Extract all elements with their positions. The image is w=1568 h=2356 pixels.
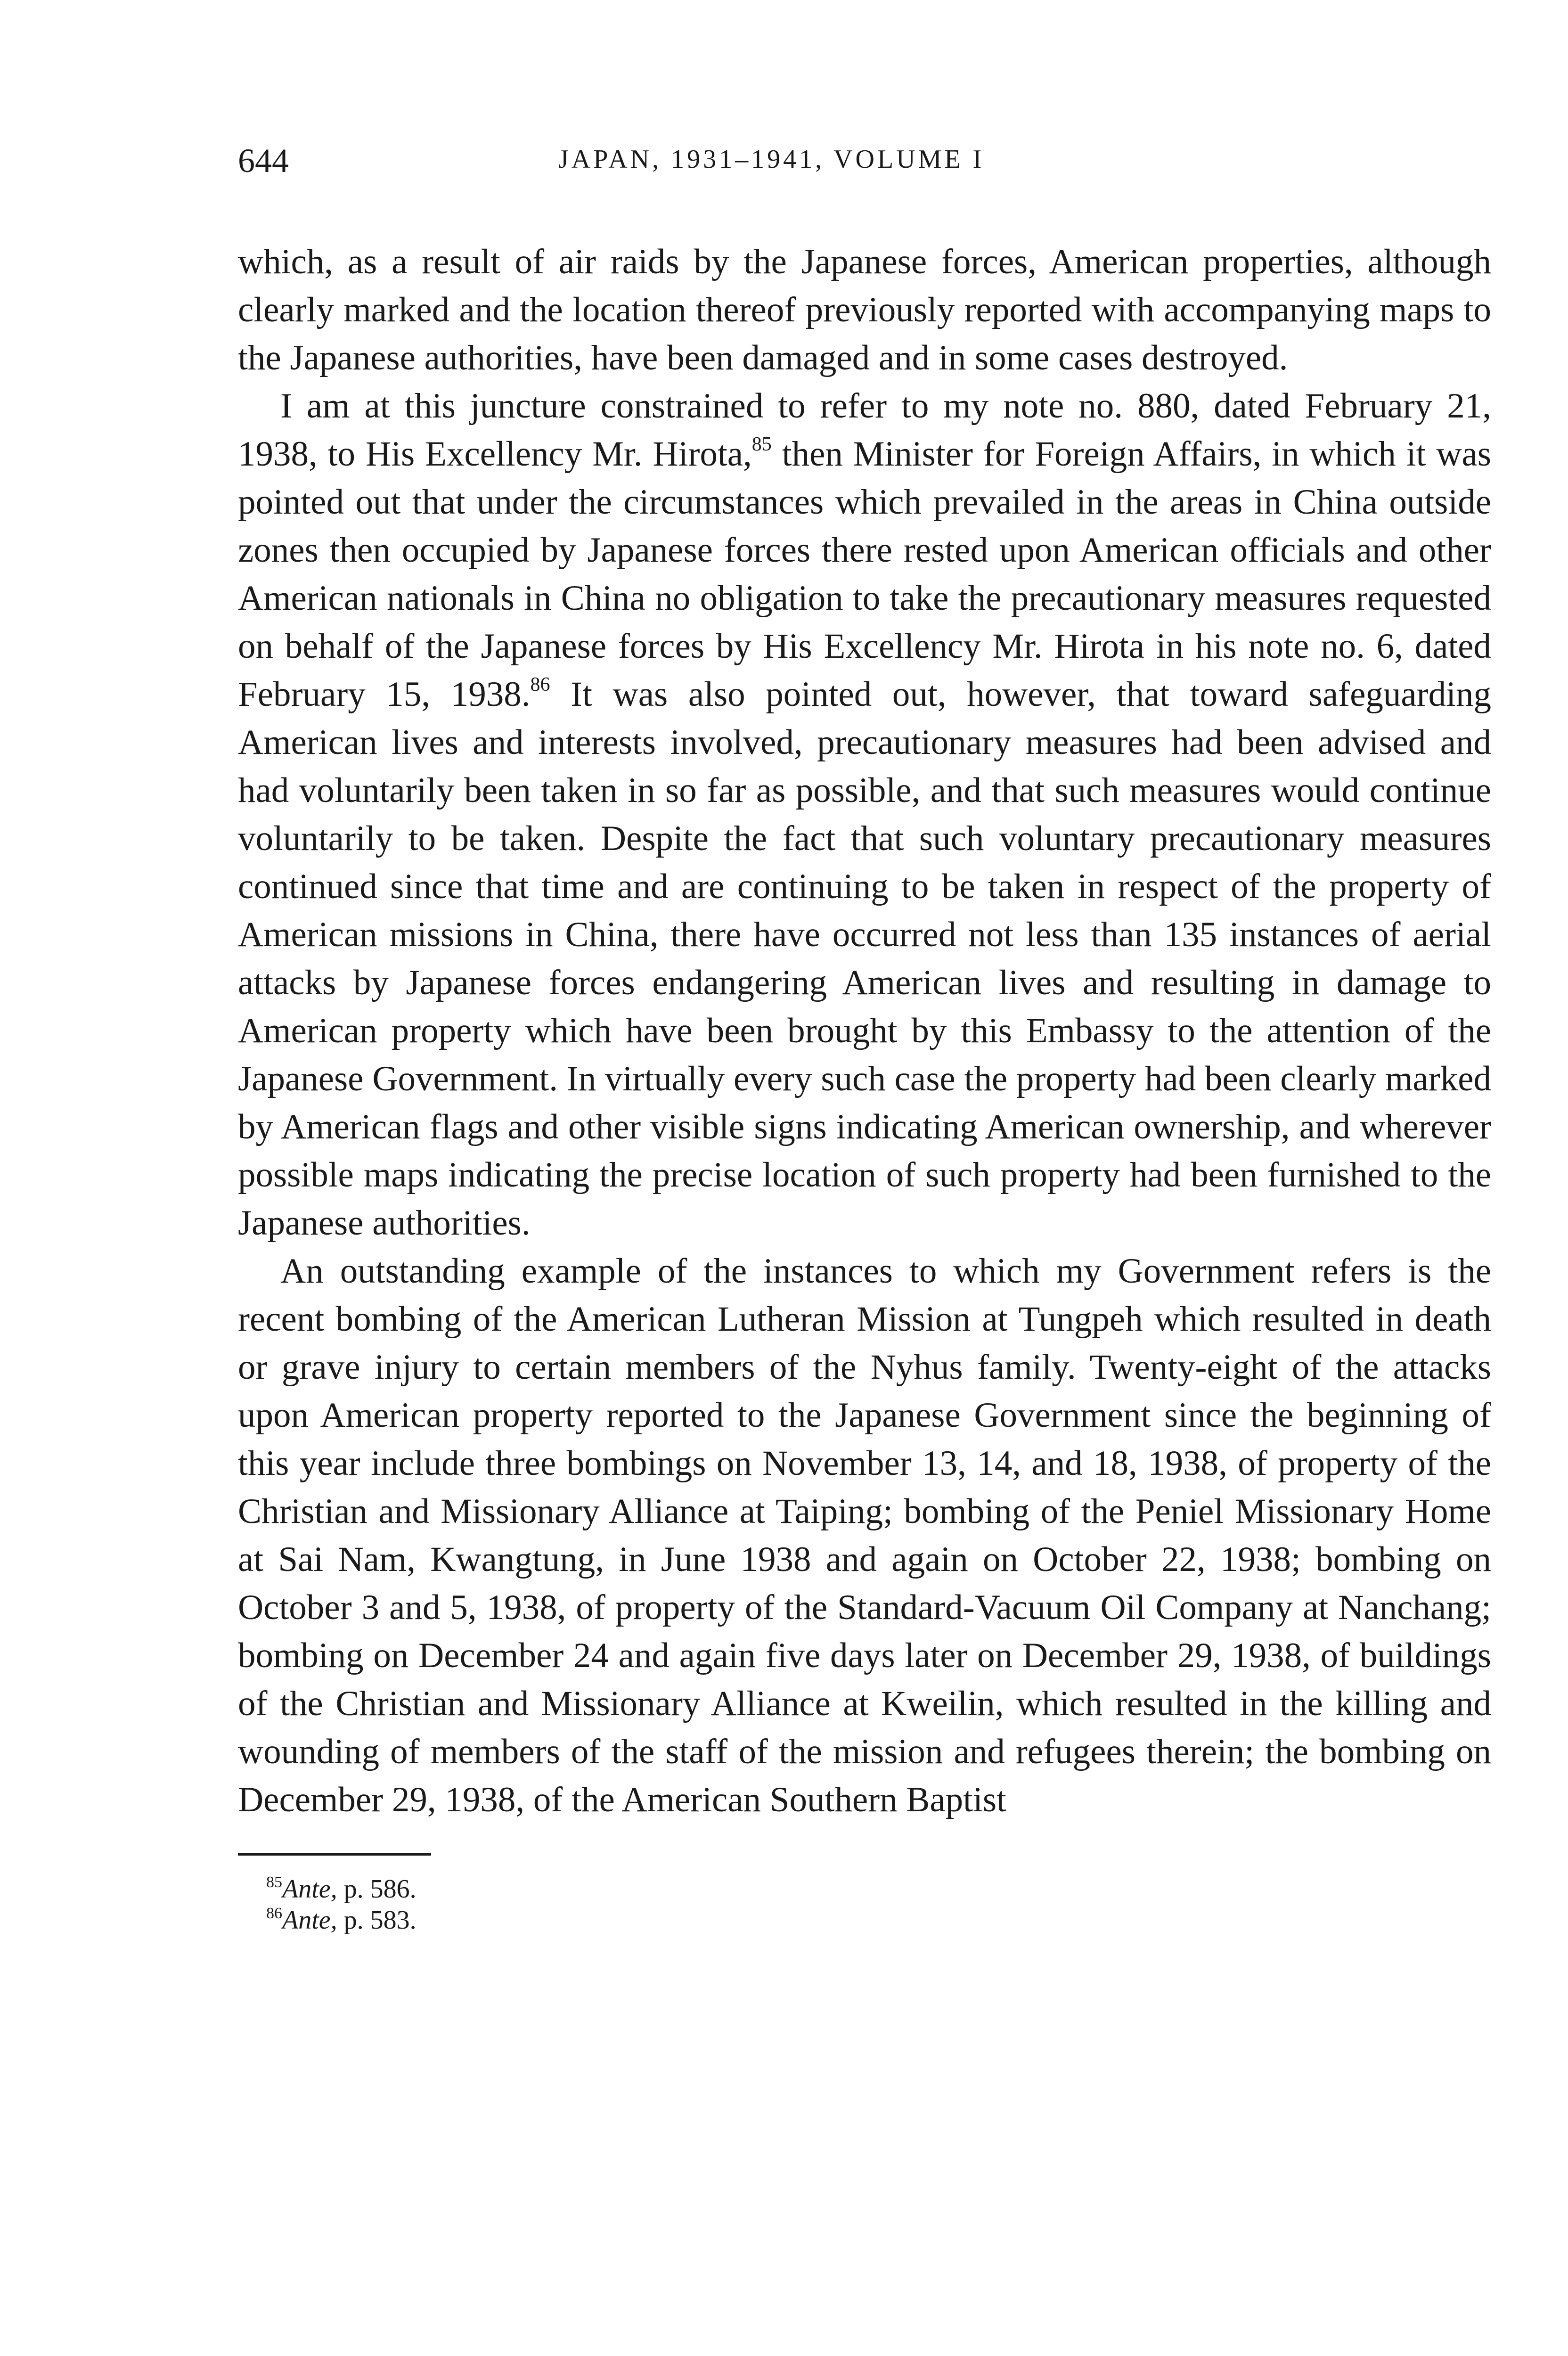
paragraph-text: I am at this juncture constrained to refer to my note no. 880, dated February 21, 1938, to His Excellency Mr. Hirota,	[238, 386, 1491, 474]
page-number: 644	[238, 142, 289, 180]
footnote-ref: Ante,	[282, 1906, 337, 1935]
body-text	[238, 238, 1491, 1824]
footnote-page: p. 583.	[337, 1906, 416, 1935]
footnote-85	[266, 1873, 1491, 1905]
paragraph-note-reference	[238, 382, 1491, 1247]
paragraph-text: It was also pointed out, however, that toward safeguarding American lives and interests involved, precautionary measures had been advised and had voluntarily been taken in so far as possible, and that such measures would continue voluntarily to be taken. Despite the fact that such voluntary precautionary measures continued since that time and are continuing to be taken in respect of the property of American missions in China, there have occurred not less than 135 instances of aerial attacks by Japanese forces endangering American lives and resulting in damage to American property which have been brought by this Embassy to the attention of the Japanese Government. In virtually every such case the property had been clearly marked by American flags and other visible signs indicating American ownership, and wherever possible maps indicating the precise location of such property had been furnished to the Japanese authorities.	[238, 675, 1491, 1243]
paragraph-text: then Minister for Foreign Affairs, in which it was pointed out that under the circumstances which prevailed in the areas in China outside zones then occupied by Japanese forces there rested upon American officials and other American nationals in China no obligation to take the precautionary measures requested on behalf of the Japanese forces by His Excellency Mr. Hirota in his note no. 6, dated February 15, 1938.	[238, 434, 1491, 714]
paragraph-continued	[238, 238, 1491, 382]
paragraph-text: which, as a result of air raids by the Japanese forces, American properties, although clearly marked and the location thereof previously reported with accompanying maps to the Japanese authorities, have been damaged and in some cases destroyed.	[238, 242, 1491, 377]
footnote-number: 86	[266, 1905, 282, 1922]
footnotes	[238, 1873, 1491, 1936]
paragraph-examples	[238, 1247, 1491, 1824]
footnote-ref: Ante,	[282, 1874, 337, 1904]
running-head	[238, 141, 1491, 193]
footnote-number: 85	[266, 1873, 282, 1891]
footnote-marker-85: 85	[751, 434, 772, 455]
document-page	[238, 141, 1491, 1936]
footnote-page: p. 586.	[337, 1874, 416, 1904]
paragraph-text: An outstanding example of the instances to which my Government refers is the recent bombing of the American Lutheran Mission at Tungpeh which resulted in death or grave injury to certain members of the Nyhus family. Twenty-eight of the attacks upon American property reported to the Japanese Government since the beginning of this year include three bombings on November 13, 14, and 18, 1938, of property of the Christian and Missionary Alliance at Taiping; bombing of the Peniel Missionary Home at Sai Nam, Kwangtung, in June 1938 and again on October 22, 1938; bombing on October 3 and 5, 1938, of property of the Standard-Vacuum Oil Company at Nanchang; bombing on December 24 and again five days later on December 29, 1938, of buildings of the Christian and Missionary Alliance at Kweilin, which resulted in the killing and wounding of members of the staff of the mission and refugees therein; the bombing on December 29, 1938, of the American Southern Baptist	[238, 1252, 1491, 1819]
footnote-86	[266, 1905, 1491, 1936]
running-title: JAPAN, 1931–1941, VOLUME I	[558, 145, 985, 174]
footnote-marker-86: 86	[530, 674, 550, 695]
footnote-divider	[238, 1853, 431, 1856]
